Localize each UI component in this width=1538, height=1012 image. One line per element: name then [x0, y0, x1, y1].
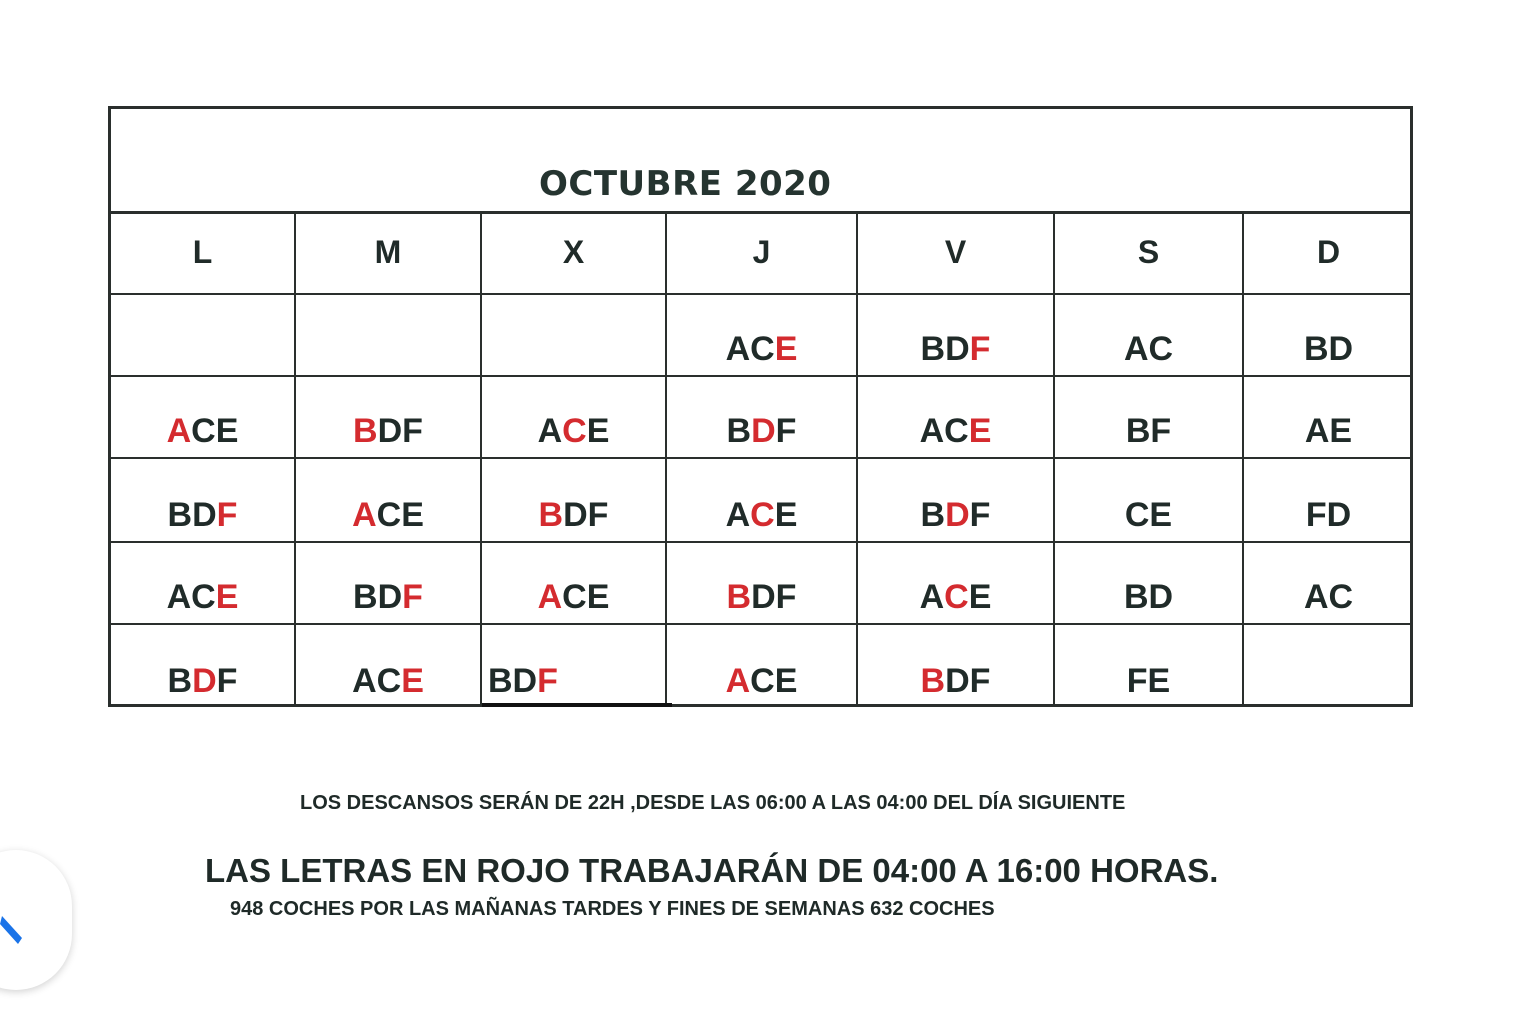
shift-cell — [111, 377, 296, 459]
shift-letters-red: B — [538, 496, 564, 534]
shift-cell — [667, 543, 858, 625]
shift-letters: FE — [1126, 662, 1171, 700]
day-header-s: S — [1055, 211, 1244, 295]
shift-cell — [1244, 625, 1413, 707]
shift-cell — [482, 543, 667, 625]
shift-cell — [858, 543, 1055, 625]
shift-letters: CE — [1124, 496, 1173, 534]
shift-cell — [482, 459, 667, 543]
shift-letters: F — [775, 412, 797, 450]
shift-letters: DF — [563, 496, 609, 534]
shift-letters-red: A — [352, 496, 377, 534]
cell-underline-mark — [482, 703, 672, 707]
shift-letters: DF — [751, 578, 797, 616]
shift-letters-red: D — [751, 412, 776, 450]
shift-letters: E — [774, 496, 798, 534]
shift-cell — [667, 459, 858, 543]
day-header-d: D — [1244, 211, 1413, 295]
shift-letters-red: D — [192, 662, 217, 700]
shift-letters: E — [586, 412, 610, 450]
shift-letters: BD — [167, 496, 217, 534]
shift-cell — [111, 625, 296, 707]
shift-letters-red: A — [166, 412, 192, 450]
shift-cell — [296, 625, 482, 707]
shift-cell — [111, 295, 296, 377]
breaks-note: LOS DESCANSOS SERÁN DE 22H ,DESDE LAS 06:00 A LAS 04:00 DEL DÍA SIGUIENTE — [300, 792, 1126, 814]
shift-letters-red: E — [215, 578, 239, 616]
shift-letters: CE — [376, 496, 424, 534]
shift-letters: DF — [377, 412, 423, 450]
shift-letters: F — [969, 496, 991, 534]
shift-cell — [858, 625, 1055, 707]
shift-letters: CE — [562, 578, 610, 616]
shift-letters-red: F — [402, 578, 423, 616]
shift-letters-red: E — [774, 330, 798, 368]
shift-cell — [1055, 625, 1244, 707]
shift-cell — [858, 295, 1055, 377]
calendar-grid — [111, 211, 1413, 707]
day-header-m: M — [296, 211, 482, 295]
shift-letters: CE — [191, 412, 239, 450]
shift-cell — [1055, 377, 1244, 459]
shift-letters: B — [726, 412, 752, 450]
shift-letters: FD — [1305, 496, 1352, 534]
shift-letters-red: B — [920, 662, 946, 700]
shift-letters: F — [216, 662, 238, 700]
shift-cell — [111, 459, 296, 543]
shift-cell — [482, 295, 667, 377]
shift-cell — [667, 625, 858, 707]
shift-letters: BD — [488, 662, 538, 700]
shift-cell — [667, 377, 858, 459]
shift-letters: DF — [945, 662, 991, 700]
shift-letters-red: C — [944, 578, 969, 616]
calendar-title-row — [111, 109, 1410, 214]
day-header-l: L — [111, 211, 296, 295]
shift-letters: BD — [920, 330, 970, 368]
shift-letters-red: D — [945, 496, 970, 534]
shift-letters: AE — [1304, 412, 1353, 450]
shift-letters: AC — [1303, 578, 1354, 616]
red-letters-note: LAS LETRAS EN ROJO TRABAJARÁN DE 04:00 A 16:00 HORAS. — [205, 852, 1219, 889]
shift-cell — [1055, 295, 1244, 377]
shift-cell — [1244, 459, 1413, 543]
shift-letters-red: F — [537, 662, 558, 700]
shift-letters: E — [968, 578, 992, 616]
shift-letters-red: C — [562, 412, 587, 450]
shift-letters: BD — [1303, 330, 1354, 368]
shift-letters: AC — [166, 578, 216, 616]
calendar-table — [108, 106, 1413, 707]
shift-letters: AC — [352, 662, 402, 700]
shift-cell — [296, 377, 482, 459]
day-header-v: V — [858, 211, 1055, 295]
shift-cell — [111, 543, 296, 625]
shift-letters: AC — [1123, 330, 1174, 368]
calendar-title: OCTUBRE 2020 — [539, 164, 832, 204]
shift-cell — [858, 459, 1055, 543]
shift-letters: BD — [1123, 578, 1174, 616]
shift-letters-red: A — [537, 578, 563, 616]
shift-letters: BD — [353, 578, 403, 616]
shift-letters-red: E — [968, 412, 992, 450]
shift-letters-red: E — [401, 662, 424, 700]
shift-letters: AC — [919, 412, 969, 450]
shift-letters: A — [537, 412, 563, 450]
shift-cell — [296, 459, 482, 543]
shift-letters-red: F — [969, 330, 991, 368]
shift-letters: B — [167, 662, 193, 700]
shift-cell — [667, 295, 858, 377]
shift-letters: CE — [750, 662, 798, 700]
day-header-j: J — [667, 211, 858, 295]
shift-cell — [1244, 377, 1413, 459]
shift-cell — [1244, 295, 1413, 377]
shift-cell — [1055, 543, 1244, 625]
edit-fab-button[interactable] — [0, 850, 72, 990]
shift-cell — [482, 625, 667, 707]
pencil-icon — [0, 908, 30, 948]
shift-letters-red: B — [353, 412, 378, 450]
shift-letters-red: F — [216, 496, 238, 534]
shift-letters-red: C — [750, 496, 775, 534]
shift-letters: A — [919, 578, 945, 616]
day-header-x: X — [482, 211, 667, 295]
shift-letters: AC — [725, 330, 775, 368]
cars-note: 948 COCHES POR LAS MAÑANAS TARDES Y FINES DE SEMANAS 632 COCHES — [230, 898, 995, 920]
shift-cell — [296, 543, 482, 625]
shift-letters-red: B — [726, 578, 752, 616]
shift-letters-red: A — [725, 662, 751, 700]
shift-letters: BF — [1125, 412, 1172, 450]
shift-cell — [1244, 543, 1413, 625]
shift-letters: A — [725, 496, 751, 534]
shift-cell — [482, 377, 667, 459]
shift-cell — [296, 295, 482, 377]
shift-letters: B — [920, 496, 946, 534]
shift-cell — [858, 377, 1055, 459]
shift-cell — [1055, 459, 1244, 543]
